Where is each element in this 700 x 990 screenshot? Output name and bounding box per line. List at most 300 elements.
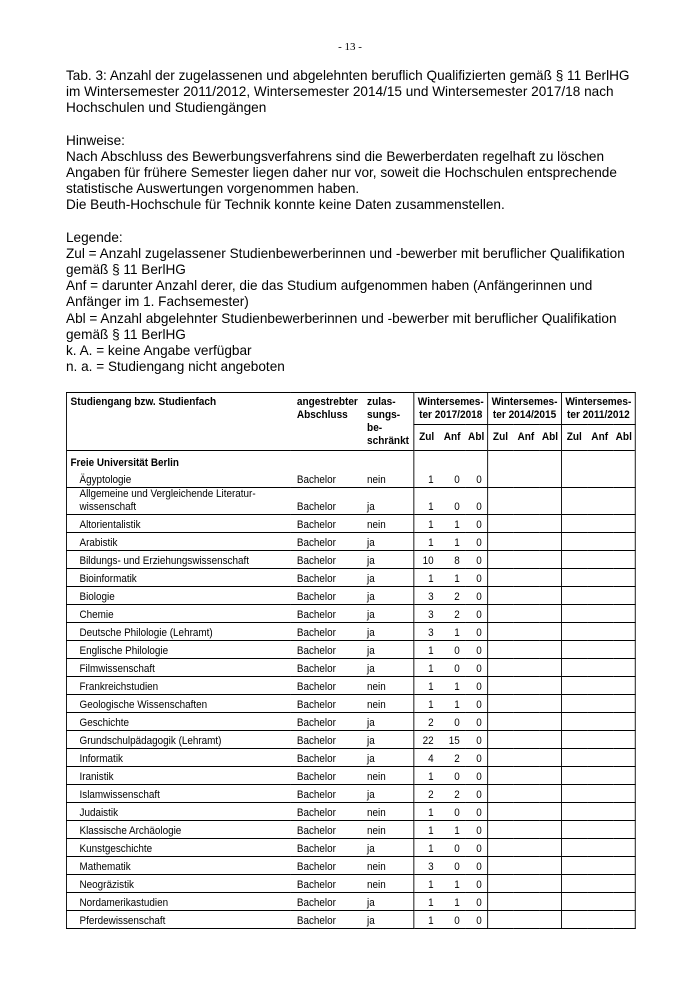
- restricted-cell: ja: [363, 911, 414, 929]
- hints-text: Nach Abschluss des Bewerbungsverfahrens sind die Bewerberdaten regelhaft zu löschen Angaben für frühere Semester liegen daher nur vor, soweit die Hochschulen entsprechende statistische Auswertungen vorgenommen haben.: [66, 148, 617, 197]
- abl-2011-cell: [613, 623, 636, 641]
- zul-2017-cell: 2: [414, 713, 439, 731]
- degree-cell: Bachelor: [290, 641, 363, 659]
- restricted-cell: nein: [363, 470, 414, 488]
- anf-2014-cell: [513, 893, 539, 911]
- zul-2014-cell: [488, 551, 513, 569]
- anf-2017-cell: 0: [439, 488, 465, 515]
- course-cell: Kunstgeschichte: [66, 839, 289, 857]
- abl-2014-cell: [539, 605, 562, 623]
- abl-2014-cell: [539, 551, 562, 569]
- zul-2017-cell: 1: [414, 515, 439, 533]
- anf-2014-cell: [513, 677, 539, 695]
- zul-2011-cell: [561, 803, 586, 821]
- anf-2014-cell: [513, 785, 539, 803]
- abl-2014-cell: [539, 695, 562, 713]
- course-cell: Filmwissenschaft: [66, 659, 289, 677]
- table-row: [66, 749, 635, 767]
- abl-2011-cell: [613, 713, 636, 731]
- restricted-cell: ja: [363, 731, 414, 749]
- zul-2014-cell: [488, 641, 513, 659]
- restricted-cell: ja: [363, 659, 414, 677]
- zul-2014-cell: [488, 731, 513, 749]
- anf-2014-cell: [513, 641, 539, 659]
- abl-2011-cell: [613, 587, 636, 605]
- degree-cell: Bachelor: [290, 821, 363, 839]
- header-ws2017: Wintersemes-ter 2017/2018: [414, 393, 488, 425]
- anf-2011-cell: [587, 587, 613, 605]
- zul-2011-cell: [561, 533, 586, 551]
- header-abl-2014: Abl: [539, 425, 562, 451]
- zul-2017-cell: 1: [414, 911, 439, 929]
- zul-2014-cell: [488, 893, 513, 911]
- admissions-table: [66, 392, 636, 929]
- anf-2017-cell: 2: [439, 785, 465, 803]
- degree-cell: Bachelor: [290, 515, 363, 533]
- degree-cell: Bachelor: [290, 893, 363, 911]
- abl-2011-cell: [613, 488, 636, 515]
- course-cell: Bioinformatik: [66, 569, 289, 587]
- anf-2014-cell: [513, 821, 539, 839]
- degree-cell: Bachelor: [290, 623, 363, 641]
- anf-2014-cell: [513, 875, 539, 893]
- abl-2017-cell: 0: [465, 893, 488, 911]
- table-row: [66, 641, 635, 659]
- anf-2011-cell: [587, 731, 613, 749]
- abl-2011-cell: [613, 893, 636, 911]
- abl-2017-cell: 0: [465, 641, 488, 659]
- course-cell: Nordamerikastudien: [66, 893, 289, 911]
- abl-2011-cell: [613, 731, 636, 749]
- anf-2011-cell: [587, 749, 613, 767]
- abl-2011-cell: [613, 569, 636, 587]
- restricted-cell: ja: [363, 641, 414, 659]
- abl-2014-cell: [539, 911, 562, 929]
- restricted-cell: ja: [363, 839, 414, 857]
- abl-2011-cell: [613, 857, 636, 875]
- restricted-cell: ja: [363, 623, 414, 641]
- anf-2017-cell: 1: [439, 893, 465, 911]
- abl-2014-cell: [539, 515, 562, 533]
- zul-2017-cell: 3: [414, 623, 439, 641]
- zul-2014-cell: [488, 605, 513, 623]
- zul-2011-cell: [561, 911, 586, 929]
- anf-2011-cell: [587, 911, 613, 929]
- zul-2017-cell: 10: [414, 551, 439, 569]
- course-cell: Klassische Archäologie: [66, 821, 289, 839]
- table-row: [66, 587, 635, 605]
- zul-2011-cell: [561, 857, 586, 875]
- anf-2014-cell: [513, 749, 539, 767]
- anf-2014-cell: [513, 767, 539, 785]
- anf-2011-cell: [587, 551, 613, 569]
- zul-2014-cell: [488, 713, 513, 731]
- anf-2011-cell: [587, 569, 613, 587]
- zul-2011-cell: [561, 839, 586, 857]
- degree-cell: Bachelor: [290, 875, 363, 893]
- anf-2011-cell: [587, 623, 613, 641]
- zul-2014-cell: [488, 767, 513, 785]
- abl-2011-cell: [613, 470, 636, 488]
- anf-2011-cell: [587, 767, 613, 785]
- anf-2017-cell: 0: [439, 911, 465, 929]
- abl-2011-cell: [613, 551, 636, 569]
- zul-2011-cell: [561, 677, 586, 695]
- header-abl-2017: Abl: [465, 425, 488, 451]
- anf-2011-cell: [587, 713, 613, 731]
- restricted-cell: ja: [363, 605, 414, 623]
- header-course: Studiengang bzw. Studienfach: [66, 393, 289, 451]
- degree-cell: Bachelor: [290, 767, 363, 785]
- zul-2011-cell: [561, 731, 586, 749]
- zul-2017-cell: 3: [414, 605, 439, 623]
- abl-2014-cell: [539, 785, 562, 803]
- zul-2014-cell: [488, 677, 513, 695]
- anf-2014-cell: [513, 713, 539, 731]
- anf-2017-cell: 0: [439, 713, 465, 731]
- institution-name: Freie Universität Berlin: [66, 451, 413, 470]
- abl-2017-cell: 0: [465, 857, 488, 875]
- abl-2011-cell: [613, 875, 636, 893]
- degree-cell: Bachelor: [290, 533, 363, 551]
- table-row: [66, 767, 635, 785]
- abl-2014-cell: [539, 893, 562, 911]
- header-zul-2014: Zul: [492, 431, 509, 443]
- abl-2011-cell: [613, 749, 636, 767]
- anf-2011-cell: [587, 641, 613, 659]
- table-row: [66, 911, 635, 929]
- abl-2011-cell: [613, 695, 636, 713]
- anf-2011-cell: [587, 785, 613, 803]
- hints-title: Hinweise:: [66, 132, 125, 148]
- anf-2011-cell: [587, 470, 613, 488]
- anf-2017-cell: 2: [439, 605, 465, 623]
- degree-cell: Bachelor: [290, 569, 363, 587]
- zul-2014-cell: [488, 875, 513, 893]
- restricted-cell: nein: [363, 515, 414, 533]
- anf-2017-cell: 1: [439, 875, 465, 893]
- anf-2017-cell: 15: [439, 731, 465, 749]
- zul-2011-cell: [561, 749, 586, 767]
- degree-cell: Bachelor: [290, 731, 363, 749]
- abl-2017-cell: 0: [465, 515, 488, 533]
- table-caption: Tab. 3: Anzahl der zugelassenen und abgelehnten beruflich Qualifizierten gemäß § 11 BerlHG im Wintersemester 2011/2012, Wintersemester 2014/15 und Wintersemester 2017/18 nach Hochschulen und Studiengängen: [66, 68, 630, 116]
- anf-2014-cell: [513, 803, 539, 821]
- degree-cell: Bachelor: [290, 587, 363, 605]
- course-cell: Iranistik: [66, 767, 289, 785]
- abl-2014-cell: [539, 713, 562, 731]
- restricted-cell: ja: [363, 893, 414, 911]
- header-anf-2017: Anf: [443, 431, 461, 443]
- course-cell: Geschichte: [66, 713, 289, 731]
- course-cell: Pferdewissenschaft: [66, 911, 289, 929]
- abl-2014-cell: [539, 821, 562, 839]
- page-number: - 13 -: [338, 41, 362, 53]
- abl-2017-cell: 0: [465, 785, 488, 803]
- zul-2011-cell: [561, 893, 586, 911]
- zul-2011-cell: [561, 695, 586, 713]
- restricted-cell: nein: [363, 821, 414, 839]
- table-row: [66, 893, 635, 911]
- anf-2017-cell: 1: [439, 515, 465, 533]
- zul-2017-cell: 1: [414, 659, 439, 677]
- zul-2017-cell: 1: [414, 803, 439, 821]
- zul-2017-cell: 3: [414, 857, 439, 875]
- abl-2014-cell: [539, 749, 562, 767]
- zul-2014-cell: [488, 785, 513, 803]
- course-cell: Grundschulpädagogik (Lehramt): [66, 731, 289, 749]
- zul-2011-cell: [561, 767, 586, 785]
- degree-cell: Bachelor: [290, 605, 363, 623]
- header-degree: angestrebter Abschluss: [290, 393, 363, 451]
- anf-2011-cell: [587, 533, 613, 551]
- zul-2014-cell: [488, 515, 513, 533]
- abl-2011-cell: [613, 659, 636, 677]
- abl-2014-cell: [539, 731, 562, 749]
- zul-2011-cell: [561, 623, 586, 641]
- anf-2011-cell: [587, 893, 613, 911]
- table-row: [66, 488, 635, 515]
- degree-cell: Bachelor: [290, 911, 363, 929]
- abl-2017-cell: 0: [465, 470, 488, 488]
- abl-2017-cell: 0: [465, 623, 488, 641]
- course-cell: Islamwissenschaft: [66, 785, 289, 803]
- table-row: [66, 605, 635, 623]
- degree-cell: Bachelor: [290, 803, 363, 821]
- course-cell: Allgemeine und Vergleichende Literatur-wissenschaft: [66, 488, 289, 515]
- anf-2017-cell: 1: [439, 695, 465, 713]
- restricted-cell: nein: [363, 677, 414, 695]
- zul-2014-cell: [488, 470, 513, 488]
- anf-2011-cell: [587, 821, 613, 839]
- restricted-cell: ja: [363, 713, 414, 731]
- header-ws2014: Wintersemes-ter 2014/2015: [488, 393, 562, 425]
- anf-2017-cell: 1: [439, 533, 465, 551]
- anf-2017-cell: 0: [439, 641, 465, 659]
- zul-2011-cell: [561, 515, 586, 533]
- legend-title: Legende:: [66, 229, 123, 245]
- course-cell: Frankreichstudien: [66, 677, 289, 695]
- header-anf-2011: Anf: [591, 431, 609, 443]
- abl-2017-cell: 0: [465, 551, 488, 569]
- anf-2014-cell: [513, 623, 539, 641]
- header-ws2011: Wintersemes-ter 2011/2012: [561, 393, 635, 425]
- zul-2014-cell: [488, 569, 513, 587]
- restricted-cell: ja: [363, 569, 414, 587]
- anf-2017-cell: 0: [439, 857, 465, 875]
- anf-2017-cell: 0: [439, 839, 465, 857]
- anf-2014-cell: [513, 839, 539, 857]
- table-row: [66, 470, 635, 488]
- anf-2017-cell: 0: [439, 470, 465, 488]
- zul-2017-cell: 1: [414, 470, 439, 488]
- anf-2014-cell: [513, 911, 539, 929]
- anf-2011-cell: [587, 659, 613, 677]
- abl-2017-cell: 0: [465, 749, 488, 767]
- abl-2014-cell: [539, 641, 562, 659]
- zul-2014-cell: [488, 749, 513, 767]
- anf-2011-cell: [587, 605, 613, 623]
- zul-2017-cell: 1: [414, 695, 439, 713]
- abl-2017-cell: 0: [465, 569, 488, 587]
- degree-cell: Bachelor: [290, 659, 363, 677]
- table-row: [66, 785, 635, 803]
- anf-2011-cell: [587, 839, 613, 857]
- restricted-cell: ja: [363, 587, 414, 605]
- abl-2017-cell: 0: [465, 488, 488, 515]
- anf-2014-cell: [513, 605, 539, 623]
- abl-2011-cell: [613, 911, 636, 929]
- course-cell: Informatik: [66, 749, 289, 767]
- anf-2014-cell: [513, 569, 539, 587]
- anf-2014-cell: [513, 515, 539, 533]
- course-cell: Ägyptologie: [66, 470, 289, 488]
- legend-abl: Abl = Anzahl abgelehnter Studienbewerberinnen und -bewerber mit beruflicher Qualifikation gemäß § 11 BerlHG: [66, 310, 617, 342]
- table-row: [66, 533, 635, 551]
- zul-2011-cell: [561, 488, 586, 515]
- anf-2017-cell: 1: [439, 677, 465, 695]
- abl-2017-cell: 0: [465, 587, 488, 605]
- zul-2014-cell: [488, 659, 513, 677]
- zul-2017-cell: 1: [414, 677, 439, 695]
- anf-2017-cell: 0: [439, 803, 465, 821]
- degree-cell: Bachelor: [290, 713, 363, 731]
- anf-2011-cell: [587, 677, 613, 695]
- zul-2014-cell: [488, 857, 513, 875]
- anf-2014-cell: [513, 695, 539, 713]
- anf-2011-cell: [587, 857, 613, 875]
- anf-2014-cell: [513, 659, 539, 677]
- abl-2017-cell: 0: [465, 767, 488, 785]
- legend-ka: k. A. = keine Angabe verfügbar: [66, 343, 252, 359]
- abl-2017-cell: 0: [465, 533, 488, 551]
- zul-2017-cell: 3: [414, 587, 439, 605]
- zul-2011-cell: [561, 551, 586, 569]
- restricted-cell: nein: [363, 857, 414, 875]
- table-row: [66, 659, 635, 677]
- abl-2011-cell: [613, 803, 636, 821]
- zul-2017-cell: 1: [414, 533, 439, 551]
- table-row: [66, 713, 635, 731]
- abl-2017-cell: 0: [465, 695, 488, 713]
- abl-2014-cell: [539, 659, 562, 677]
- abl-2011-cell: [613, 605, 636, 623]
- degree-cell: Bachelor: [290, 857, 363, 875]
- zul-2014-cell: [488, 533, 513, 551]
- abl-2011-cell: [613, 533, 636, 551]
- zul-2017-cell: 1: [414, 839, 439, 857]
- anf-2014-cell: [513, 551, 539, 569]
- table-row: [66, 839, 635, 857]
- zul-2017-cell: 22: [414, 731, 439, 749]
- abl-2014-cell: [539, 470, 562, 488]
- abl-2011-cell: [613, 515, 636, 533]
- restricted-cell: nein: [363, 875, 414, 893]
- course-cell: Deutsche Philologie (Lehramt): [66, 623, 289, 641]
- abl-2011-cell: [613, 677, 636, 695]
- header-abl-2011: Abl: [613, 425, 636, 451]
- course-cell: Biologie: [66, 587, 289, 605]
- degree-cell: Bachelor: [290, 470, 363, 488]
- course-cell: Geologische Wissenschaften: [66, 695, 289, 713]
- zul-2014-cell: [488, 911, 513, 929]
- course-cell: Mathematik: [66, 857, 289, 875]
- zul-2011-cell: [561, 587, 586, 605]
- zul-2014-cell: [488, 587, 513, 605]
- anf-2014-cell: [513, 731, 539, 749]
- anf-2017-cell: 2: [439, 749, 465, 767]
- abl-2017-cell: 0: [465, 821, 488, 839]
- anf-2014-cell: [513, 470, 539, 488]
- table-row: [66, 857, 635, 875]
- restricted-cell: ja: [363, 533, 414, 551]
- zul-2017-cell: 1: [414, 569, 439, 587]
- anf-2014-cell: [513, 587, 539, 605]
- restricted-cell: nein: [363, 767, 414, 785]
- abl-2014-cell: [539, 767, 562, 785]
- degree-cell: Bachelor: [290, 785, 363, 803]
- abl-2017-cell: 0: [465, 605, 488, 623]
- header-zul-2011: Zul: [566, 431, 582, 443]
- abl-2011-cell: [613, 767, 636, 785]
- abl-2014-cell: [539, 857, 562, 875]
- course-cell: Arabistik: [66, 533, 289, 551]
- abl-2014-cell: [539, 839, 562, 857]
- legend-na: n. a. = Studiengang nicht angeboten: [66, 359, 285, 375]
- zul-2017-cell: 1: [414, 821, 439, 839]
- degree-cell: Bachelor: [290, 839, 363, 857]
- abl-2014-cell: [539, 488, 562, 515]
- abl-2014-cell: [539, 569, 562, 587]
- zul-2011-cell: [561, 569, 586, 587]
- header-anf-2014: Anf: [517, 431, 535, 443]
- abl-2011-cell: [613, 641, 636, 659]
- zul-2014-cell: [488, 488, 513, 515]
- abl-2014-cell: [539, 623, 562, 641]
- restricted-cell: ja: [363, 785, 414, 803]
- zul-2014-cell: [488, 839, 513, 857]
- legend-anf: Anf = darunter Anzahl derer, die das Studium aufgenommen haben (Anfängerinnen und Anfänger im 1. Fachsemester): [66, 278, 593, 310]
- degree-cell: Bachelor: [290, 488, 363, 515]
- table-row: [66, 875, 635, 893]
- abl-2011-cell: [613, 839, 636, 857]
- legend-zul: Zul = Anzahl zugelassener Studienbewerberinnen und -bewerber mit beruflicher Qualifikation gemäß § 11 BerlHG: [66, 245, 625, 278]
- restricted-cell: nein: [363, 803, 414, 821]
- hints-beuth: Die Beuth-Hochschule für Technik konnte keine Daten zusammenstellen.: [66, 197, 505, 213]
- zul-2017-cell: 1: [414, 875, 439, 893]
- degree-cell: Bachelor: [290, 695, 363, 713]
- anf-2017-cell: 0: [439, 767, 465, 785]
- anf-2017-cell: 1: [439, 569, 465, 587]
- zul-2011-cell: [561, 641, 586, 659]
- anf-2017-cell: 1: [439, 821, 465, 839]
- table-row: [66, 623, 635, 641]
- zul-2014-cell: [488, 821, 513, 839]
- anf-2014-cell: [513, 488, 539, 515]
- abl-2014-cell: [539, 587, 562, 605]
- restricted-cell: ja: [363, 749, 414, 767]
- abl-2014-cell: [539, 875, 562, 893]
- course-cell: Neogräzistik: [66, 875, 289, 893]
- course-cell: Altorientalistik: [66, 515, 289, 533]
- anf-2014-cell: [513, 533, 539, 551]
- zul-2011-cell: [561, 821, 586, 839]
- zul-2011-cell: [561, 605, 586, 623]
- abl-2014-cell: [539, 803, 562, 821]
- anf-2017-cell: 0: [439, 659, 465, 677]
- course-cell: Englische Philologie: [66, 641, 289, 659]
- degree-cell: Bachelor: [290, 677, 363, 695]
